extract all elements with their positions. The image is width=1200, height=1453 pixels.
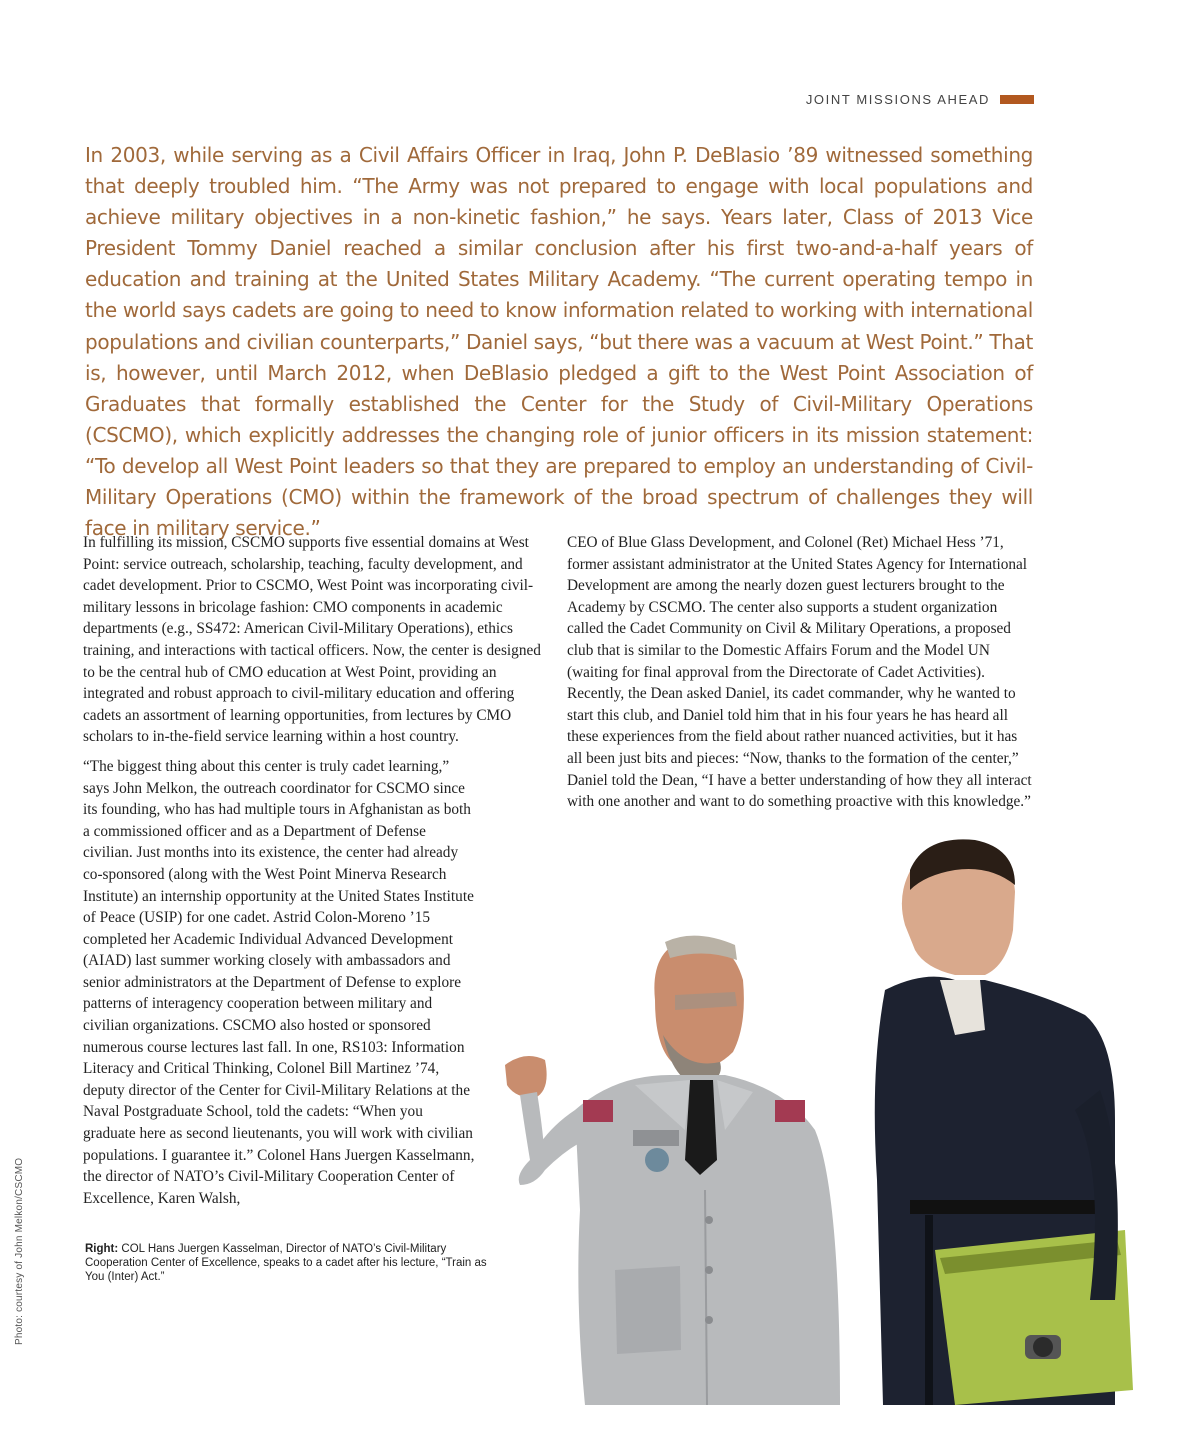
lead-paragraph: In 2003, while serving as a Civil Affairs Officer in Iraq, John P. DeBlasio ’89 witnessed something that deeply troubled him. “The Army was not prepared to engage with local populations and achieve military objectives in a non-kinetic fashion,” he says. Years later, Class of 2013 Vice President Tommy Daniel reached a similar conclusion after his first two-and-a-half years of education and training at the United States Military Academy. “The current operating tempo in the world says cadets are going to need to know information related to working with international populations and civilian counterparts,” Daniel says, “but there was a vacuum at West Point.” That is, however, until March 2012, when DeBlasio pledged a gift to the West Point Association of Graduates that formally established the Center for the Study of Civil-Military Operations (CSCMO), which explicitly addresses the changing role of junior officers in its mission statement: “To develop all West Point leaders so that they are prepared to employ an understanding of Civil-Military Operations (CMO) within the framework of the broad spectrum of challenges they will face in military service.” (85, 143, 1033, 541)
photo-credit: Photo: courtesy of John Melkon/CSCMO (14, 1157, 25, 1345)
caption-text: COL Hans Juergen Kasselman, Director of NATO’s Civil-Military Cooperation Center of Excellence, speaks to a cadet after his lecture, “Train as You (Inter) Act.” (85, 1243, 487, 1283)
photo-caption (85, 1242, 490, 1284)
section-header (806, 92, 1034, 107)
cadet-figure (875, 839, 1133, 1405)
photo-officer-and-cadet (485, 830, 1135, 1410)
section-label: JOINT MISSIONS AHEAD (805, 92, 990, 107)
body-column-right (567, 532, 1035, 821)
section-accent-bar (1000, 95, 1034, 104)
officer-figure (505, 936, 840, 1405)
body-paragraph: In fulfilling its mission, CSCMO supports five essential domains at West Point: service outreach, scholarship, teaching, faculty development, and cadet development. Prior to CSCMO, West Point was incorporating civil-military lessons in bricolage fashion: CMO components in academic departments (e.g., SS472: American Civil-Military Operations), ethics training, and interactions with tactical officers. Now, the center is designed to be the central hub of CMO education at West Point, providing an integrated and robust approach to civil-military education and offering cadets an assortment of learning opportunities, from lectures by CMO scholars to in-the-field service learning within a host country. (83, 534, 541, 746)
body-paragraph: “The biggest thing about this center is truly cadet learning,” says John Melkon, the outreach coordinator for CSCMO since its founding, who has had multiple tours in Afghanistan as both a commissioned officer and as a Department of Defense civilian. Just months into its existence, the center had already co-sponsored (along with the West Point Minerva Research Institute) an internship opportunity at the United States Institute of Peace (USIP) for one cadet. Astrid Colon-Moreno ’15 completed her Academic Individual Advanced Development (AIAD) last summer working closely with ambassadors and senior administrators at the Department of Defense to explore patterns of interagency cooperation between military and civilian organizations. CSCMO also hosted or sponsored numerous course lectures last fall. In one, RS103: Information Literacy and Critical Thinking, Colonel Bill Martinez ’74, deputy director of the Center for Civil-Military Relations at the Naval Postgraduate School, told the cadets: “When you graduate here as second lieutenants, you will work with civilian populations. I guarantee it.” Colonel Hans Juergen Kasselmann, the director of NATO’s Civil-Military Cooperation Center of Excellence, Karen Walsh, (83, 757, 475, 1207)
body-column-left (83, 532, 553, 1217)
body-paragraph: CEO of Blue Glass Development, and Colonel (Ret) Michael Hess ’71, former assistant administrator at the United States Agency for International Development are among the nearly dozen guest lecturers brought to the Academy by CSCMO. The center also supports a student organization called the Cadet Community on Civil & Military Operations, a proposed club that is similar to the Domestic Affairs Forum and the Model UN (waiting for final approval from the Directorate of Cadet Activities). Recently, the Dean asked Daniel, its cadet commander, why he wanted to start this club, and Daniel told him that in his four years he has heard all these experiences from the field about rather nuanced activities, but it has all been just bits and pieces: “Now, thanks to the formation of the center,” Daniel told the Dean, “I have a better understanding of how they all interact with one another and want to do something proactive with this knowledge.” (567, 534, 1032, 811)
caption-lead: Right: (85, 1243, 119, 1255)
